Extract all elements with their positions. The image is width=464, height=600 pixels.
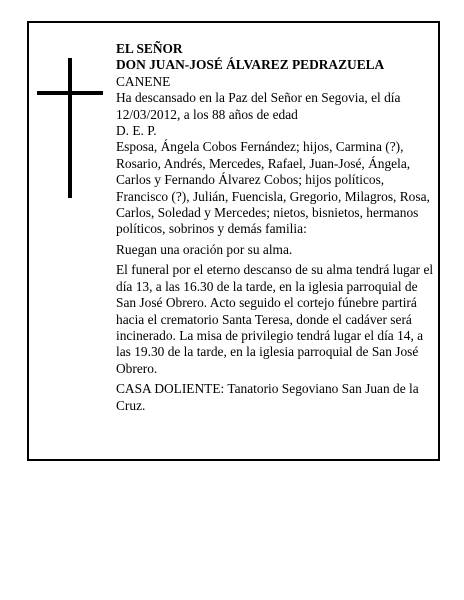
hometown: CANENE	[116, 73, 171, 89]
mourning-house: CASA DOLIENTE: Tanatorio Segoviano San Juan de la Cruz.	[116, 381, 419, 413]
title-line-1: EL SEÑOR	[116, 41, 183, 56]
obituary-text	[116, 41, 436, 414]
rip-line: D. E. P.	[116, 123, 157, 139]
prayer-request: Ruegan una oración por su alma.	[116, 241, 293, 257]
funeral-details: El funeral por el eterno descanso de su alma tendrá lugar el día 13, a las 16.30 de la tarde, en la iglesia parroquial de San José Obrero. Acto seguido el cortejo fúnebre partirá hacia el crematorio Santa Teresa, donde el cadáver será incinerado. La misa de privilegio tendrá lugar el día 14, a las 19.30 de la tarde, en la iglesia parroquial de San José Obrero.	[116, 262, 434, 376]
deceased-name: DON JUAN-JOSÉ ÁLVAREZ PEDRAZUELA	[116, 57, 385, 73]
death-statement: Ha descansado en la Paz del Señor en Segovia, el día 12/03/2012, a los 88 años de edad	[116, 90, 401, 122]
family-list: Esposa, Ángela Cobos Fernández; hijos, Carmina (?), Rosario, Andrés, Mercedes, Rafael, Juan-José, Ángela, Carlos y Fernando Álvarez Cobos; hijos políticos, Francisco (?), Julián, Fuencisla, Gregorio, Milagros, Rosa, Carlos, Soledad y Mercedes; nietos, bisnietos, hermanos políticos, sobrinos y demás familia:	[116, 139, 430, 237]
cross-vertical-bar	[68, 58, 72, 198]
cross-horizontal-bar	[37, 91, 103, 95]
obituary-card	[27, 21, 440, 461]
